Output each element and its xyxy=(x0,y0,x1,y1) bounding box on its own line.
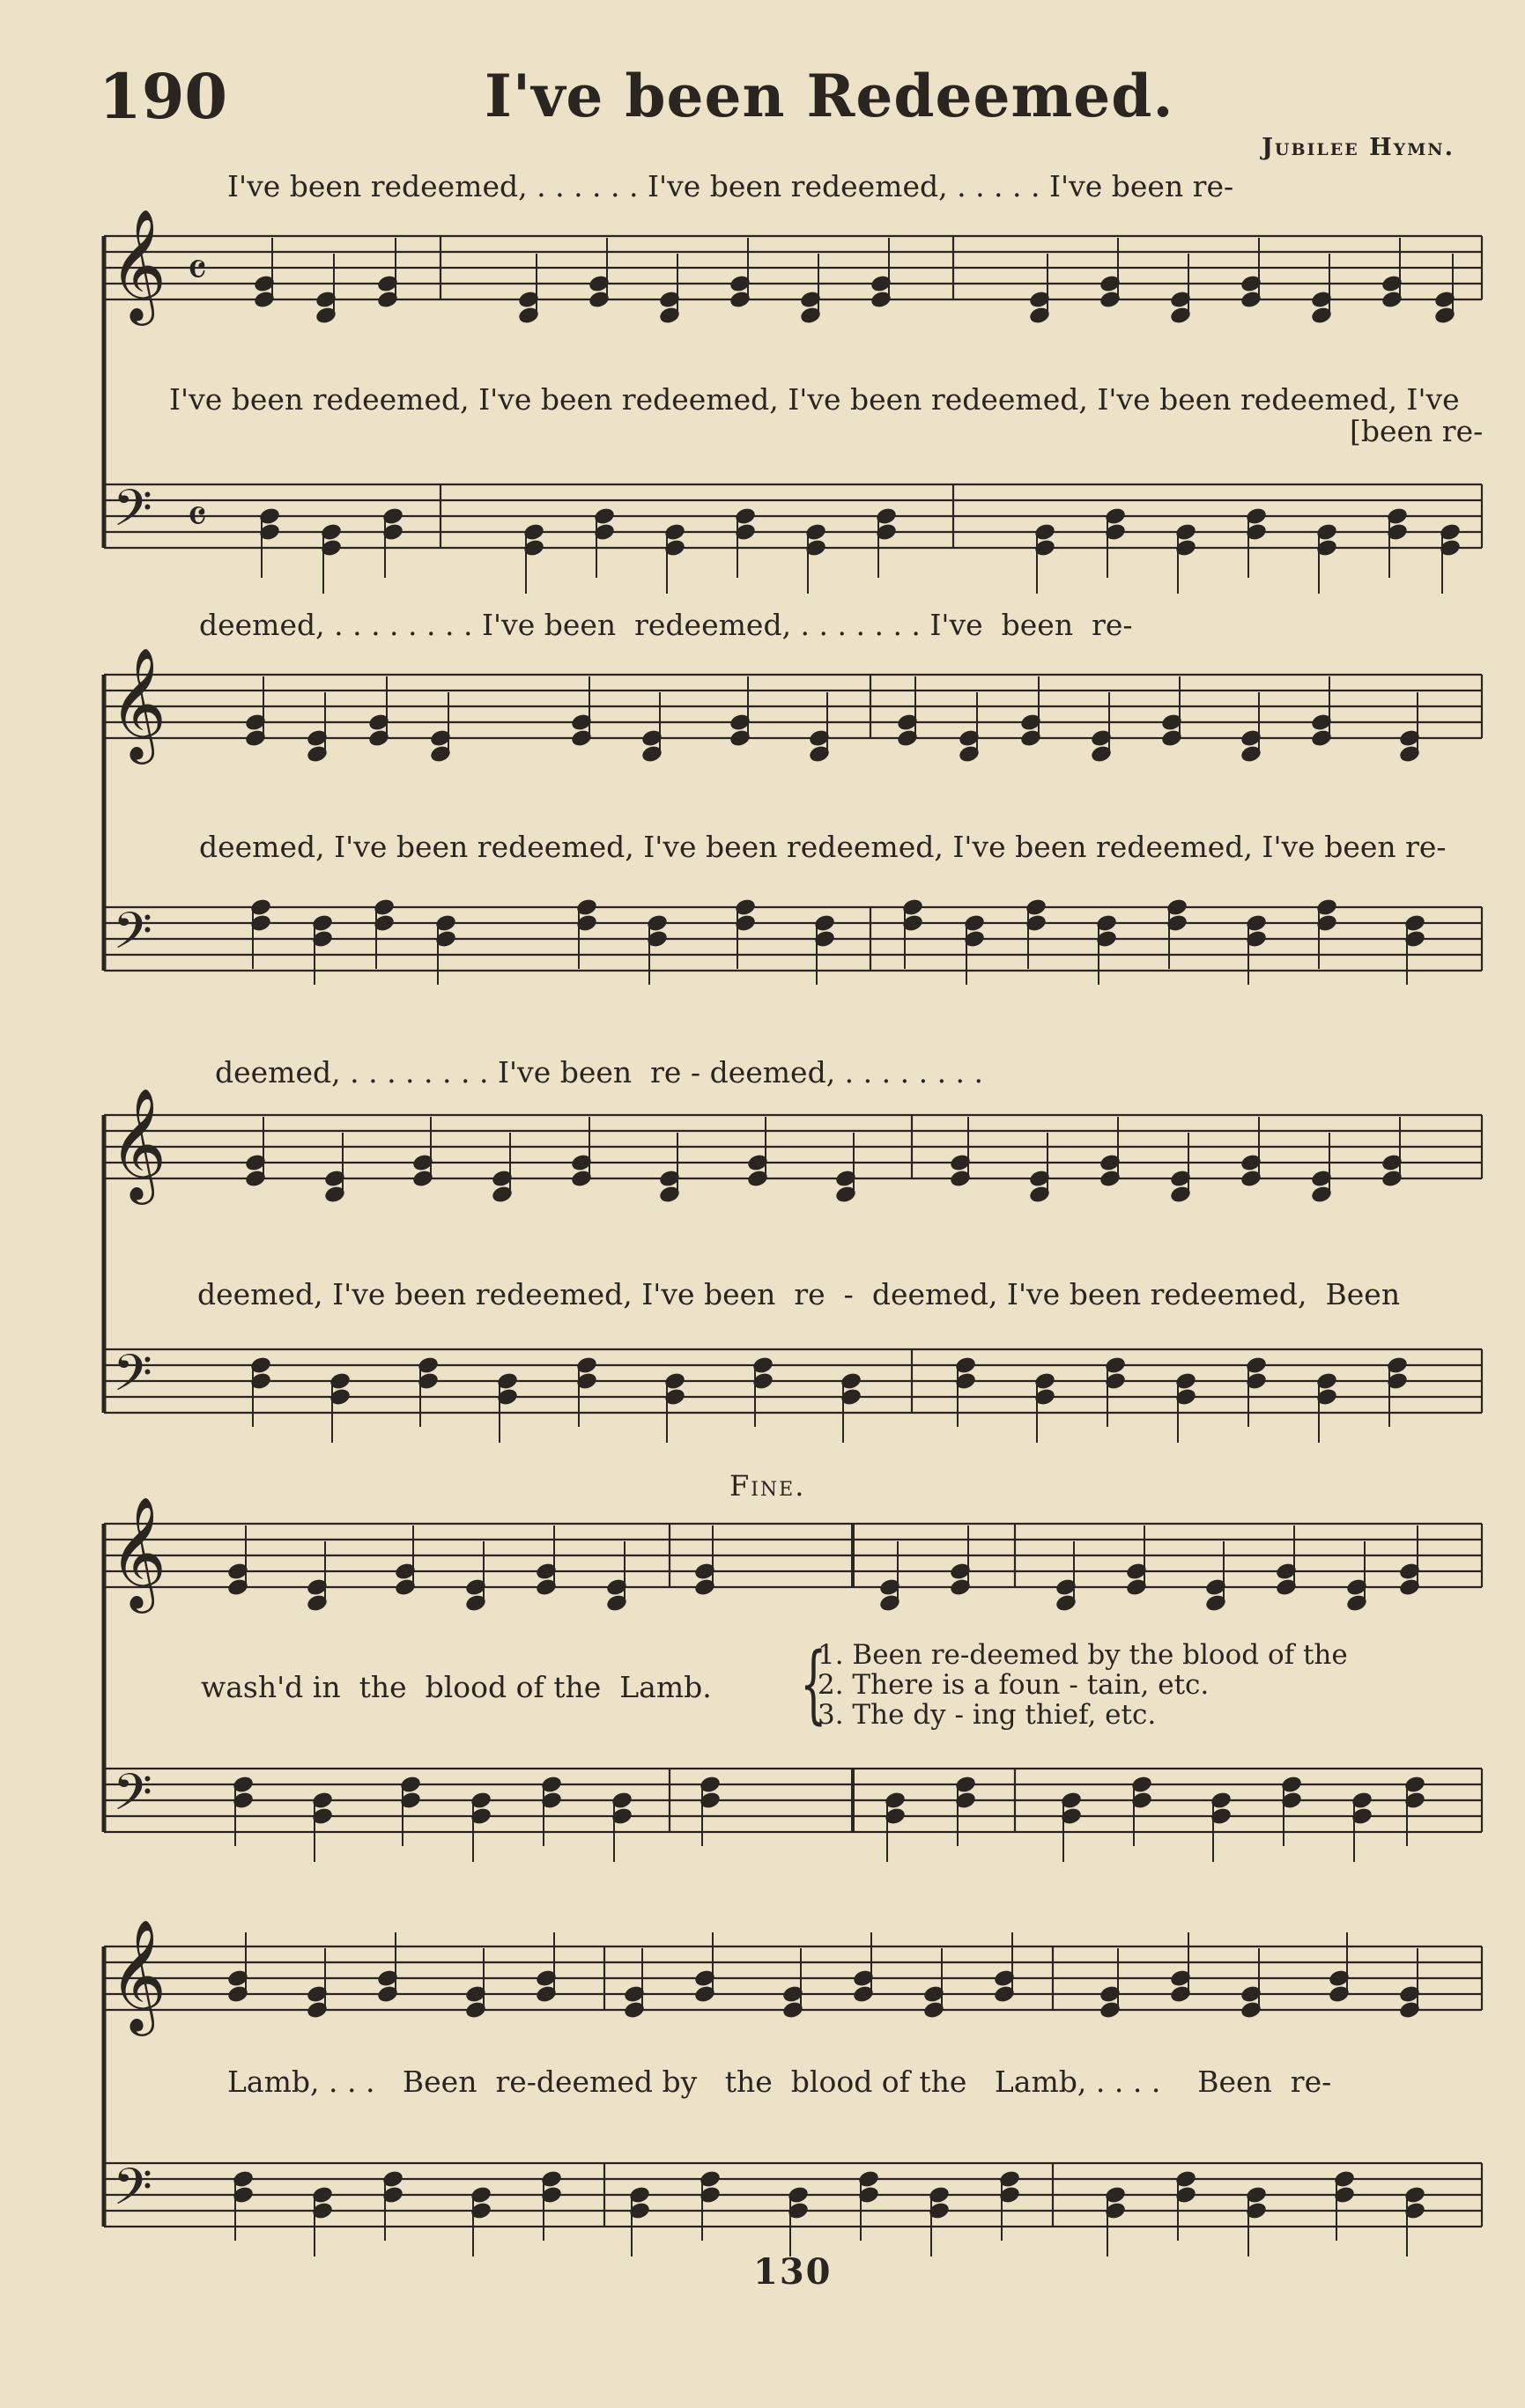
common-time-icon: 𝄴 xyxy=(187,244,208,297)
staff-1-treble xyxy=(104,236,1482,299)
staff-2-bass xyxy=(104,907,1482,971)
lyric-line-3-top: deemed, . . . . . . . . I've been re - deemed, . . . . . . . . xyxy=(215,1055,984,1090)
staff-3-treble xyxy=(104,1115,1482,1178)
lyric-line-2-top: deemed, . . . . . . . . I've been redeemed, . . . . . . . I've been re- xyxy=(199,608,1133,642)
hymn-title: I've been Redeemed. xyxy=(485,62,1174,130)
staff-3-bass xyxy=(104,1349,1482,1413)
lyric-line-1-bass: I've been redeemed, I've been redeemed, I've been redeemed, I've been redeemed, I've xyxy=(169,382,1460,417)
bass-clef-icon: 𝄢 xyxy=(113,1343,153,1415)
staff-2-treble xyxy=(104,675,1482,738)
verse-2: 2. There is a foun - tain, etc. xyxy=(818,1669,1210,1701)
fine-marking: Fine. xyxy=(729,1469,806,1503)
common-time-icon: 𝄴 xyxy=(187,491,208,543)
verse-3: 3. The dy - ing thief, etc. xyxy=(818,1699,1157,1731)
hymn-attribution: Jubilee Hymn. xyxy=(1262,134,1455,161)
verse-list xyxy=(818,1640,1348,1730)
bass-clef-icon: 𝄢 xyxy=(113,901,153,973)
page-number: 130 xyxy=(753,2251,833,2293)
system-3 xyxy=(104,1115,1482,1413)
treble-clef-icon: 𝄞 xyxy=(109,646,167,759)
lyric-line-1-top: I've been redeemed, . . . . . . I've been redeemed, . . . . . I've been re- xyxy=(227,169,1234,203)
system-2 xyxy=(104,675,1482,971)
bass-clef-icon: 𝄢 xyxy=(113,2157,153,2229)
bass-clef-icon: 𝄢 xyxy=(113,478,153,550)
lyric-line-2-bass: deemed, I've been redeemed, I've been redeemed, I've been redeemed, I've been re- xyxy=(199,830,1447,864)
staff-4-treble xyxy=(104,1524,1482,1587)
lyric-line-3-bass: deemed, I've been redeemed, I've been re - deemed, I've been redeemed, Been xyxy=(197,1277,1401,1311)
lyric-line-5: Lamb, . . . Been re-deemed by the blood of the Lamb, . . . . Been re- xyxy=(227,2065,1332,2099)
hymn-number: 190 xyxy=(99,60,228,133)
bass-clef-icon: 𝄢 xyxy=(113,1762,153,1835)
treble-clef-icon: 𝄞 xyxy=(109,1918,167,2031)
lyric-line-1-cont: [been re- xyxy=(1350,414,1484,448)
staff-1-bass xyxy=(104,484,1482,548)
verse-1: 1. Been re-deemed by the blood of the xyxy=(818,1639,1348,1671)
treble-clef-icon: 𝄞 xyxy=(109,1087,167,1200)
treble-clef-icon: 𝄞 xyxy=(109,1496,167,1608)
lyric-line-4: wash'd in the blood of the Lamb. xyxy=(201,1670,712,1704)
staff-4-bass xyxy=(104,1769,1482,1832)
treble-clef-icon: 𝄞 xyxy=(109,208,167,321)
verse-brace: { xyxy=(800,1635,827,1733)
